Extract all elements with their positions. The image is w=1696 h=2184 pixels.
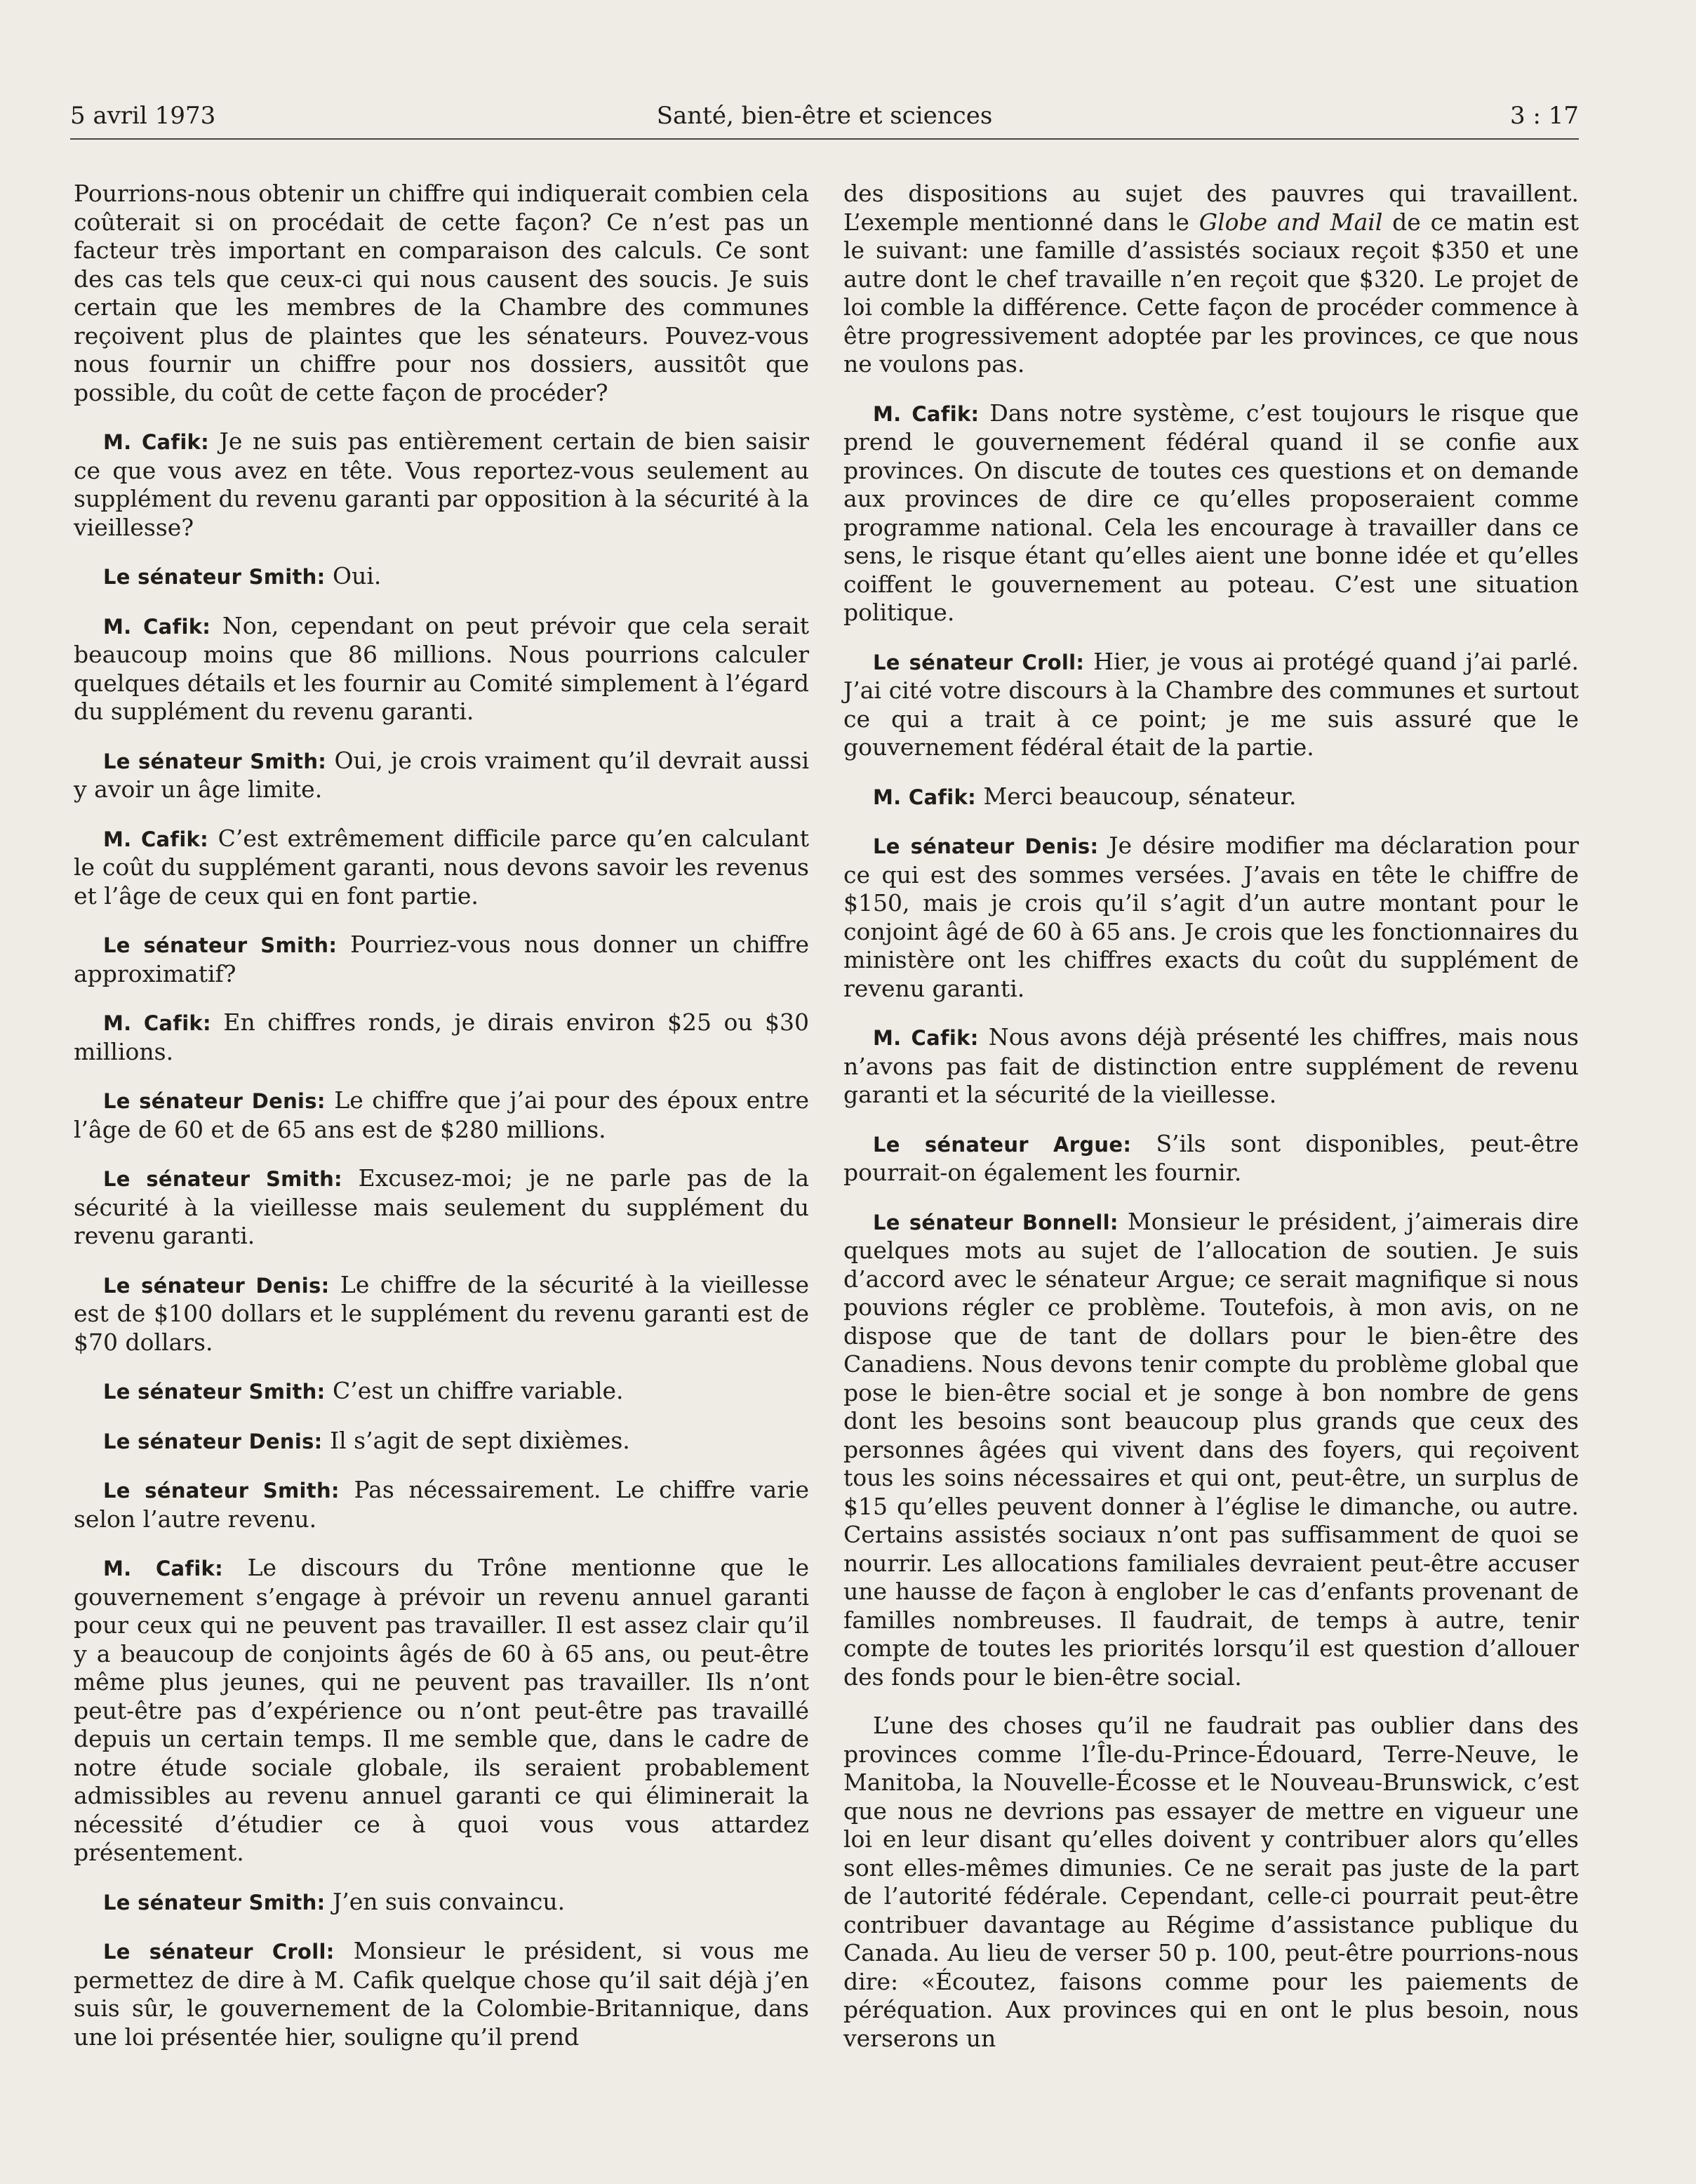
speaker-name: Le sénateur Smith: [103,1167,342,1191]
paragraph [843,648,1579,762]
paragraph-text: C’est un chiffre variable. [333,1377,624,1404]
speaker-name: Le sénateur Smith: [103,1479,340,1503]
right-column [843,180,1579,2073]
paragraph [74,747,809,804]
paragraph [74,1476,809,1533]
paragraph [74,1888,809,1917]
paragraph [74,825,809,911]
paragraph-text: Je ne suis pas entièrement certain de bien saisir ce que vous avez en tête. Vous reportez-vous seulement au supplément du revenu garanti par opposition à la sécurité à la vieillesse? [74,427,809,541]
paragraph-text: Dans notre système, c’est toujours le risque que prend le gouvernement fédéral quand il se confie aux provinces. On discute de toutes ces questions et on demande aux provinces de dire ce qu’elles proposeraient comme programme national. Cela les encourage à travailler dans ce sens, le risque étant qu’elles aient une bonne idée et qu’elles coiffent le gouvernement au poteau. C’est une situation politique. [843,399,1580,626]
paragraph-text: Excusez-moi; je ne parle pas de la sécurité à la vieillesse mais seulement du supplément du revenu garanti. [74,1164,809,1249]
speaker-name: Le sénateur Denis: [103,1089,326,1113]
speaker-name: M. Cafik: [103,430,210,454]
paragraph-text: des dispositions au sujet des pauvres qui travaillent. L’exemple mentionné dans le [843,180,1579,236]
paragraph [74,1377,809,1406]
paragraph [843,783,1579,812]
paragraph-text: En chiffres ronds, je dirais environ $25 ou $30 millions. [74,1008,810,1065]
speaker-name: Le sénateur Smith: [103,933,338,957]
speaker-name: Le sénateur Denis: [103,1273,330,1298]
paragraph-text: Monsieur le président, j’aimerais dire quelques mots au sujet de l’allocation de soutien. Je suis d’accord avec le sénateur Argue; ce serait magnifique si nous pouvions régler ce problème. Toutefois, à mon avis, on ne dispose que de tant de dollars pour le bien-être des Canadiens. Nous devons tenir compte du problème global que pose le bien-être social et je songe à bon nombre de gens dont les besoins sont beaucoup plus grands que ceux des personnes âgées qui vivent dans des foyers, qui reçoivent tous les soins nécessaires et qui ont, peut-être, un surplus de $15 qu’elles peuvent donner à l’église le dimanche, ou autre. Certains assistés sociaux n’ont pas suffisamment de quoi se nourrir. Les allocations familiales devraient peut-être accuser une hausse de façon à englober le cas d’enfants provenant de familles nombreuses. Il faudrait, de temps à autre, tenir compte de toutes les priorités lorsqu’il est question d’allouer des fonds pour le bien-être social. [843,1207,1579,1691]
paragraph-text: S’ils sont disponibles, peut-être pourrait-on également les fournir. [843,1129,1580,1186]
paragraph [843,399,1579,627]
speaker-name: M. Cafik: [103,1011,211,1035]
paragraph [843,1208,1579,1692]
paragraph [74,1164,809,1251]
speaker-name: Le sénateur Smith: [103,1380,326,1404]
speaker-name: M. Cafik: [103,614,211,639]
paragraph-text: C’est extrêmement difficile parce qu’en calculant le coût du supplément garanti, nous devons savoir les revenus et l’âge de ceux qui en font partie. [74,824,810,910]
speaker-name: M. Cafik: [873,401,980,426]
paragraph [74,427,809,542]
speaker-name: Le sénateur Denis: [103,1429,323,1453]
speaker-name: Le sénateur Croll: [103,1940,335,1964]
speaker-name: M. Cafik: [103,827,209,851]
speaker-name: Le sénateur Smith: [103,1890,326,1915]
paragraph-text: Le chiffre que j’ai pour des époux entre l’âge de 60 et de 65 ans est de $280 millions. [74,1086,809,1143]
paragraph-text: de ce matin est le suivant: une famille d’assistés sociaux reçoit $350 et une autre dont le chef travaille n’en reçoit que $320. Le projet de loi comble la différence. Cette façon de procéder commence à être progressivement adoptée par les provinces, ce que nous ne voulons pas. [843,208,1579,378]
paragraph-text: J’en suis convaincu. [333,1887,566,1915]
paragraph-text: Non, cependant on peut prévoir que cela serait beaucoup moins que 86 millions. Nous pourrions calculer quelques détails et les fournir au Comité simplement à l’égard du supplément du revenu garanti. [74,611,809,725]
paragraph [74,562,809,592]
speaker-name: M. Cafik: [103,1557,224,1580]
paragraph [74,1937,809,2051]
paragraph-text: Hier, je vous ai protégé quand j’ai parlé. J’ai cité votre discours à la Chambre des communes et surtout ce qui a trait à ce point; je me suis assuré que le gouvernement fédéral était de la partie. [843,647,1579,761]
paragraph [74,1554,809,1867]
speaker-name: Le sénateur Smith: [103,565,326,589]
speaker-name: M. Cafik: [873,785,976,809]
paragraph [843,1023,1579,1110]
newspaper-title: Globe and Mail [1198,208,1383,236]
page-header [70,102,1579,140]
paragraph-text: Pourriez-vous nous donner un chiffre approximatif? [74,931,809,987]
paragraph [74,1427,809,1456]
paragraph-text: Le chiffre de la sécurité à la vieillesse est de $100 dollars et le supplément du revenu garanti est de $70 dollars. [74,1270,809,1356]
header-date: 5 avril 1973 [70,102,216,130]
paragraph-text: Monsieur le président, si vous me permettez de dire à M. Cafik quelque chose qu’il sait déjà j’en suis sûr, le gouvernement de la Colombie-Britannique, dans une loi présentée hier, souligne qu’il prend [74,1937,809,2051]
paragraph-text: Nous avons déjà présenté les chiffres, mais nous n’avons pas fait de distinction entre supplément de revenu garanti et la sécurité de la vieillesse. [843,1023,1579,1108]
paragraph: Pourrions-nous obtenir un chiffre qui indiquerait combien cela coûterait si on procédait de cette façon? Ce n’est pas un facteur très important en comparaison des calculs. Ce sont des cas tels que ceux-ci qui nous causent des soucis. Je suis certain que les membres de la Chambre des communes reçoivent plus de plaintes que les sénateurs. Pouvez-vous nous fournir un chiffre pour nos dossiers, aussitôt que possible, du coût de cette façon de procéder? [74,180,809,406]
paragraph [843,180,1579,379]
paragraph-text: Oui, je crois vraiment qu’il devrait aussi y avoir un âge limite. [74,746,809,803]
paragraph [74,1271,809,1357]
paragraph [843,1130,1579,1187]
paragraph [74,612,809,726]
left-column [74,180,809,2072]
paragraph [74,931,809,988]
paragraph-text: Merci beaucoup, sénateur. [983,782,1297,810]
header-title: Santé, bien-être et sciences [656,102,993,130]
paragraph-text: Je désire modifier ma déclaration pour ce qui est des sommes versées. J’avais en tête le chiffre de $150, mais je crois qu’il s’agit d’un autre montant pour le conjoint âgé de 60 à 65 ans. Je crois que les fonctionnaires du ministère ont les chiffres exacts du coût du supplément de revenu garanti. [843,832,1579,1002]
paragraph [843,1712,1579,2053]
speaker-name: M. Cafik: [873,1026,979,1050]
speaker-name: Le sénateur Bonnell: [873,1210,1119,1234]
paragraph-text: Il s’agit de sept dixièmes. [330,1426,630,1454]
speaker-name: Le sénateur Denis: [873,834,1099,858]
paragraph-text: Oui. [333,562,382,590]
speaker-name: Le sénateur Argue: [873,1132,1132,1157]
paragraph-text: Pas nécessairement. Le chiffre varie selon l’autre revenu. [74,1476,809,1533]
paragraph [74,1086,809,1144]
paragraph [74,1008,809,1066]
paragraph-text: L’une des choses qu’il ne faudrait pas oublier dans des provinces comme l’Île-du-Prince-Édouard, Terre-Neuve, le Manitoba, la Nouvelle-Écosse et le Nouveau-Brunswick, c’est que nous ne devrions pas essayer de mettre en vigueur une loi en leur disant qu’elles doivent y contribuer alors qu’elles sont elles-mêmes dimunies. Ce ne serait pas juste de la part de l’autorité fédérale. Cependant, celle-ci pourrait peut-être contribuer davantage au Régime d’assistance publique du Canada. Au lieu de verser 50 p. 100, peut-être pourrions-nous dire: «Écoutez, faisons comme pour les paiements de péréquation. Aux provinces qui en ont le plus besoin, nous verserons un [843,1712,1579,2052]
paragraph [843,832,1579,1003]
header-page-number: 3 : 17 [1510,102,1579,130]
paragraph-text: Le discours du Trône mentionne que le gouvernement s’engage à prévoir un revenu annuel garanti pour ceux qui ne peuvent pas travailler. Il est assez clair qu’il y a beaucoup de conjoints âgés de 60 à 65 ans, ou peut-être même plus jeunes, qui ne peuvent pas travailler. Ils n’ont peut-être pas d’expérience ou n’ont peut-être pas travaillé depuis un certain temps. Il me semble que, dans le cadre de notre étude sociale globale, ils seraient probablement admissibles au revenu annuel garanti ce qui éliminerait la nécessité d’étudier ce à quoi vous vous attardez présentement. [74,1554,809,1866]
speaker-name: Le sénateur Smith: [103,749,327,773]
speaker-name: Le sénateur Croll: [873,650,1085,674]
